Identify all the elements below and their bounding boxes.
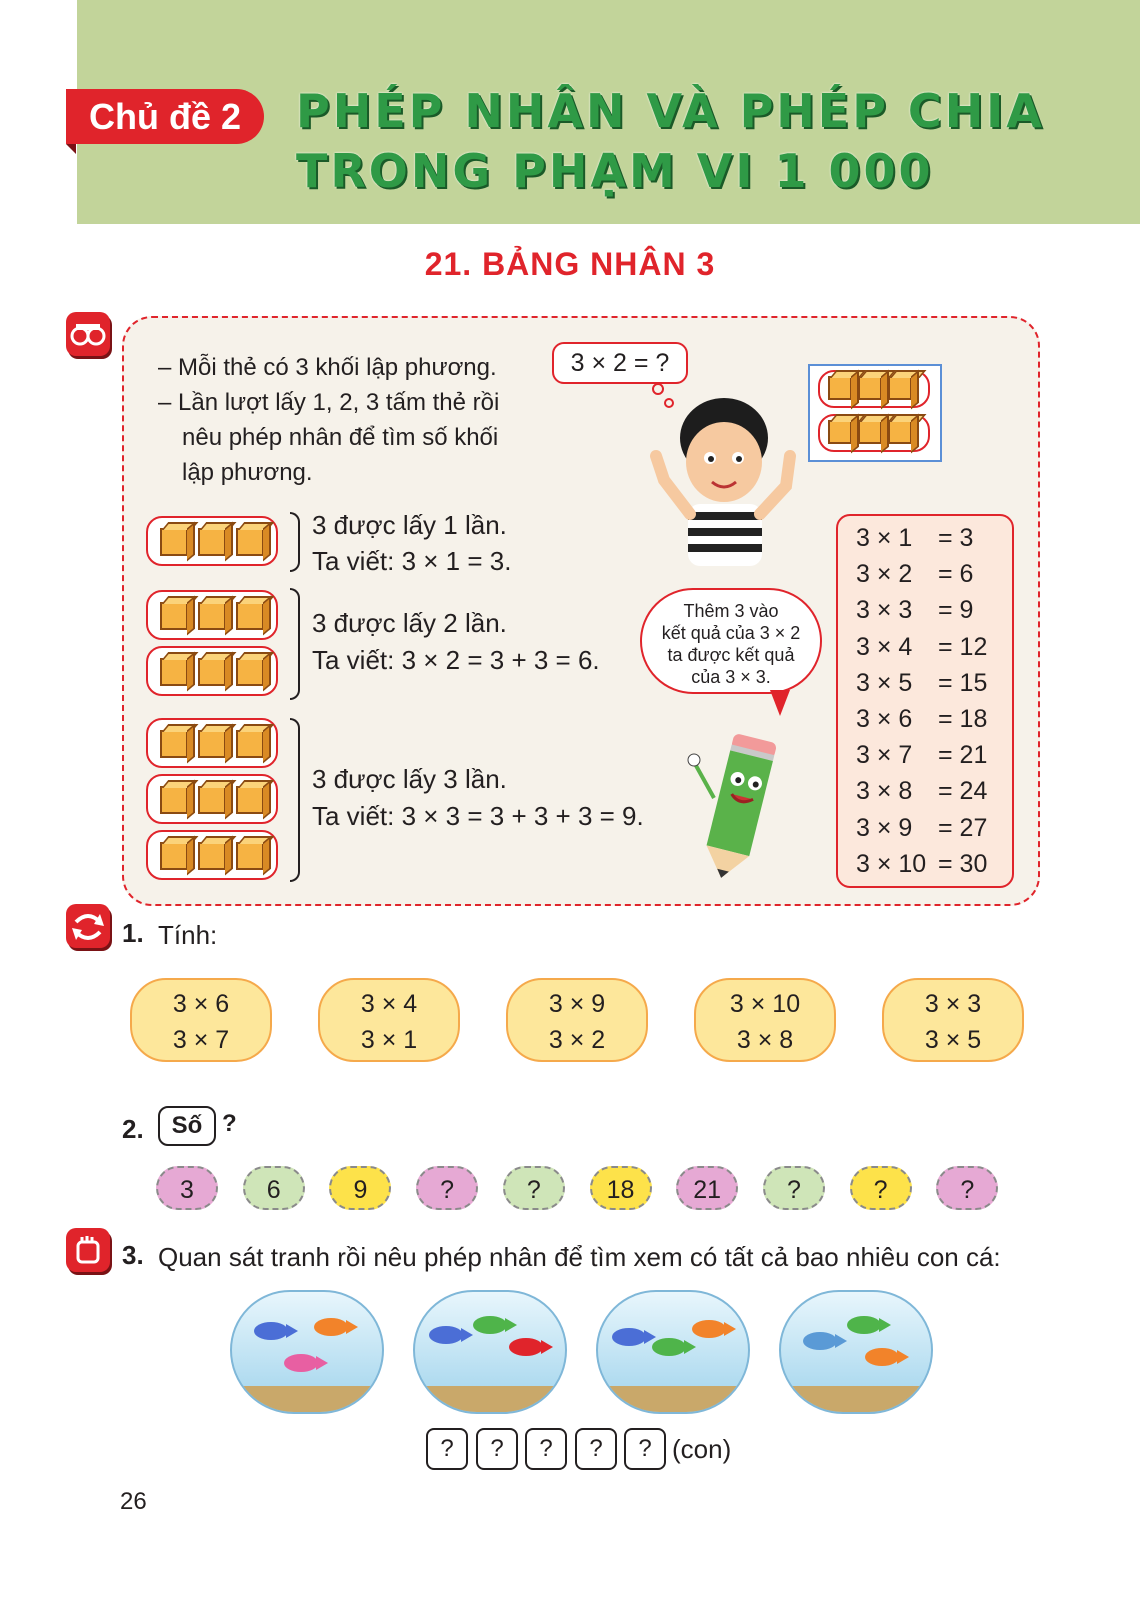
fish-icon [847,1316,881,1334]
instruction-2c: lập phương. [182,459,313,486]
cube-card [146,516,278,566]
exercise3-label: Quan sát tranh rồi nêu phép nhân để tìm xem có tất cả bao nhiêu con cá: [158,1242,1001,1272]
chapter-title-line1: PHÉP NHÂN VÀ PHÉP CHIA [296,84,1045,138]
answer-box[interactable]: ? [575,1428,617,1470]
mult-row [856,777,987,806]
sequence-blob[interactable]: ? [503,1166,565,1210]
mult-expr: 3 × 8 [856,777,913,806]
mult-expr: 3 × 4 [856,632,913,661]
sequence-blob: 21 [676,1166,738,1210]
sequence-blob[interactable]: ? [850,1166,912,1210]
held-cube-card [818,370,930,408]
lesson-title: 21. BẢNG NHÂN 3 [424,246,716,282]
mult-row [856,741,987,770]
topic-badge: Chủ đề 2 [66,89,264,144]
held-cube-card [818,414,930,452]
fish-icon [865,1348,899,1366]
mult-row [856,524,973,553]
sequence-blob: 3 [156,1166,218,1210]
calc-item [694,978,836,1062]
mult-result: = 24 [938,777,988,806]
fishbowl [596,1290,750,1414]
brace [290,512,300,572]
calc-item [130,978,272,1062]
mult-result: = 15 [938,668,988,697]
fish-icon [284,1354,318,1372]
chapter-title-line2: TRONG PHẠM VI 1 000 [296,144,934,198]
group2-line1: 3 được lấy 2 lần. [312,608,507,638]
calc-top: 3 × 9 [548,990,606,1018]
mult-expr: 3 × 5 [856,668,913,697]
calc-bottom: 3 × 5 [924,1026,982,1054]
calc-bottom: 3 × 7 [172,1026,230,1054]
instruction-2a: – Lần lượt lấy 1, 2, 3 tấm thẻ rồi [158,389,500,416]
mult-expr: 3 × 2 [856,560,913,589]
fishbowl [413,1290,567,1414]
speech-line: kết quả của 3 × 2 [661,623,801,643]
mult-row [856,814,987,843]
calc-top: 3 × 4 [360,990,418,1018]
speech-line: của 3 × 3. [691,667,771,687]
calc-item [318,978,460,1062]
sequence-blob: 6 [243,1166,305,1210]
mult-result: = 21 [938,741,988,770]
group1-line2: Ta viết: 3 × 1 = 3. [312,546,512,576]
calc-top: 3 × 6 [172,990,230,1018]
apply-fist-icon [66,1228,110,1272]
exercise2-number: 2. [122,1114,144,1144]
sequence-blob: 18 [590,1166,652,1210]
calc-item [506,978,648,1062]
fish-icon [509,1338,543,1356]
cube-card [146,590,278,640]
explore-binoculars-icon [66,312,110,356]
sequence-blob[interactable]: ? [416,1166,478,1210]
answer-box[interactable]: ? [476,1428,518,1470]
question-bubble: 3 × 2 = ? [552,342,688,384]
brace [290,588,300,700]
mult-result: = 6 [938,560,974,589]
mult-expr: 3 × 1 [856,524,913,552]
instruction-1: – Mỗi thẻ có 3 khối lập phương. [158,354,497,381]
instruction-2b: nêu phép nhân để tìm số khối [182,424,499,451]
mult-row [856,669,987,698]
exercise1-label: Tính: [158,920,218,950]
answer-box[interactable]: ? [426,1428,468,1470]
mult-expr: 3 × 6 [856,705,913,733]
answer-box[interactable]: ? [525,1428,567,1470]
mult-row [856,633,987,662]
mult-result: = 30 [938,849,988,878]
calc-bottom: 3 × 8 [736,1026,794,1054]
speech-tail [770,690,790,716]
mult-row [856,560,973,589]
sequence-blob[interactable]: ? [763,1166,825,1210]
fish-icon [314,1318,348,1336]
cube-card [146,718,278,768]
fish-icon [429,1326,463,1344]
mult-expr: 3 × 3 [856,596,913,625]
sequence-blob: 9 [329,1166,391,1210]
sequence-blob[interactable]: ? [936,1166,998,1210]
mult-row [856,596,973,625]
exercise2-suffix: ? [222,1110,237,1137]
mult-row [856,850,987,879]
brace [290,718,300,882]
mult-result: = 9 [938,596,974,625]
mult-result: = 12 [938,632,988,661]
answer-unit: (con) [672,1434,732,1464]
cube-card [146,774,278,824]
pencil-character-illustration [684,722,794,884]
fish-icon [473,1316,507,1334]
calc-item [882,978,1024,1062]
group3-line2: Ta viết: 3 × 3 = 3 + 3 + 3 = 9. [312,801,644,831]
mult-result: = 27 [938,813,988,842]
fish-icon [692,1320,726,1338]
practice-arrows-icon [66,904,110,948]
fish-icon [803,1332,837,1350]
speech-line: ta được kết quả [667,645,795,665]
cube-card [146,646,278,696]
answer-box[interactable]: ? [624,1428,666,1470]
group3-line1: 3 được lấy 3 lần. [312,764,507,794]
exercise3-number: 3. [122,1240,144,1270]
fishbowl [779,1290,933,1414]
fish-icon [612,1328,646,1346]
calc-top: 3 × 10 [729,990,801,1018]
cube-card [146,830,278,880]
group1-line1: 3 được lấy 1 lần. [312,510,507,540]
group2-line2: Ta viết: 3 × 2 = 3 + 3 = 6. [312,645,600,675]
speech-line: Thêm 3 vào [683,601,779,621]
pencil-speech-bubble [640,588,822,694]
mult-expr: 3 × 10 [856,849,927,878]
mult-row [856,705,987,734]
fish-icon [254,1322,288,1340]
mult-expr: 3 × 7 [856,741,913,770]
topic-badge-fold [66,144,76,154]
calc-bottom: 3 × 1 [360,1026,418,1054]
exercise2-label-box: Số [158,1106,216,1146]
mult-expr: 3 × 9 [856,813,913,842]
boy-illustration [646,386,796,574]
mult-result: = 18 [938,705,988,733]
exercise1-number: 1. [122,918,144,948]
calc-bottom: 3 × 2 [548,1026,606,1054]
mult-result: = 3 [938,524,974,552]
page-number: 26 [120,1488,147,1515]
fishbowl [230,1290,384,1414]
fish-icon [652,1338,686,1356]
calc-top: 3 × 3 [924,990,982,1018]
